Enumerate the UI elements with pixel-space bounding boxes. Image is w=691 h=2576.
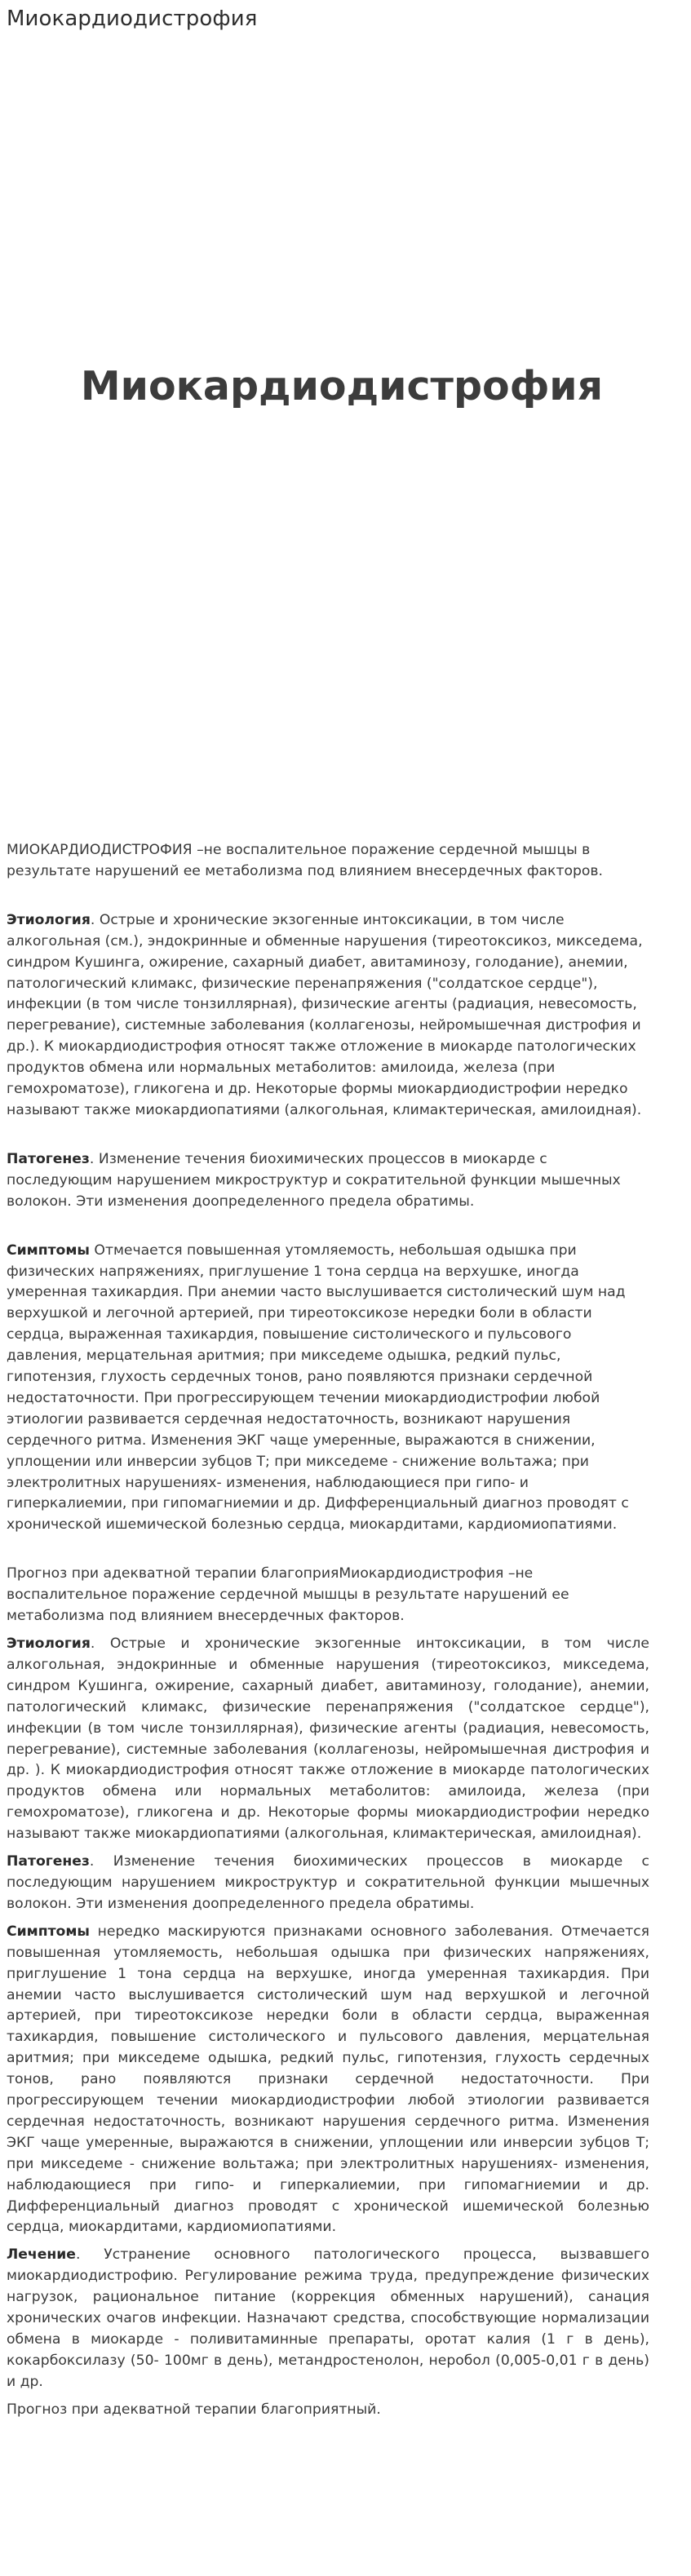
treatment-paragraph [7,2245,649,2392]
etiology-paragraph [7,910,649,1122]
hero-title: Миокардиодистрофия [80,363,604,409]
symptoms2-text: нередко маскируются признаками основного заболевания. Отмечается повышенная утомляемость, небольшая одышка при физических напряжениях, приглушение 1 тона сердца на верхушке, иногда умеренная тахикардия. При анемии часто выслушивается систолический шум над верхушкой и легочной артерией, при тиреотоксикозе нередки боли в области сердца, выраженная тахикардия, повышение систолического и пульсового давления, мерцательная аритмия; при микседеме одышка, редкий пульс, гипотензия, глухость сердечных тонов, рано появляются признаки сердечной недостаточности. При прогрессирующем течении миокардиодистрофии любой этиологии развивается сердечная недостаточность, возникают нарушения сердечного ритма. Изменения ЭКГ чаще умеренные, выражаются в снижении, уплощении или инверсии зубцов Т; при микседеме - снижение вольтажа; при электролитных нарушениях- изменения, наблюдающиеся при гипо- и гиперкалиемии, при гипомагниемии и др. Дифференциальный диагноз проводят с хронической ишемической болезнью сердца, миокардитами, кардиомиопатиями. [7,1923,649,2236]
intro-paragraph: МИОКАРДИОДИСТРОФИЯ –не воспалительное поражение сердечной мышцы в результате нарушений ее метаболизма под влиянием внесердечных факторов. [7,842,603,879]
pathogenesis-paragraph [7,1149,649,1213]
pathogenesis-text: . Изменение течения биохимических процессов в миокарде с последующим нарушением микроструктур и сократительной функции мышечных волокон. Эти изменения доопределенного предела обратимы. [7,1150,621,1210]
pathogenesis2-paragraph [7,1852,649,1915]
symptoms2-label: Симптомы [7,1923,90,1940]
treatment-label: Лечение [7,2246,76,2264]
etiology-label: Этиология [7,911,91,928]
etiology2-label: Этиология [7,1635,91,1652]
treatment-text: . Устранение основного патологического процесса, вызвавшего миокардиодистрофию. Регулирование режима труда, предупреждение физических нагрузок, рациональное питание (коррекция обменных нарушений), санация хронических очагов инфекции. Назначают средства, способствующие нормализации обмена в миокарде - поливитаминные препараты, оротат калия (1 г в день), кокарбоксилазу (50- 100мг в день), метандростенолон, неробол (0,005-0,01 г в день) и др. [7,2246,649,2390]
prognosis-merged-paragraph: Прогноз при адекватной терапии благоприяМиокардиодистрофия –не воспалительное поражение сердечной мышцы в результате нарушений ее метаболизма под влиянием внесердечных факторов. [7,1565,569,1625]
article-body [7,840,649,2421]
symptoms2-paragraph [7,1922,649,2239]
etiology2-text: . Острые и хронические экзогенные интоксикации, в том числе алкогольная, эндокринные и обменные нарушения (тиреотоксикоз, микседема, синдром Кушинга, ожирение, сахарный диабет, авитаминозу, голодание), анемии, патологический климакс, физические перенапряжения ("солдатское сердце"), инфекции (в том числе тонзиллярная), физические агенты (радиация, невесомость, перегревание), системные заболевания (коллагенозы, нейромышечная дистрофия и др. ). К миокардиодистрофия относят также отложение в миокарде патологических продуктов обмена или нормальных метаболитов: амилоида, железа (при гемохроматозе), гликогена и др. Некоторые формы миокардиодистрофии нередко называют также миокардиопатиями (алкогольная, климактерическая, амилоидная). [7,1635,649,1843]
page-header-title: Миокардиодистрофия [7,7,258,31]
etiology-text: . Острые и хронические экзогенные интоксикации, в том числе алкогольная (см.), эндокринные и обменные нарушения (тиреотоксикоз, микседема, синдром Кушинга, ожирение, сахарный диабет, авитаминозу, голодание), анемии, патологический климакс, физические перенапряжения ("солдатское сердце"), инфекции (в том числе тонзиллярная), физические агенты (радиация, невесомость, перегревание), системные заболевания (коллагенозы, нейромышечная дистрофия и др.). К миокардиодистрофия относят также отложение в миокарде патологических продуктов обмена или нормальных метаболитов: амилоида, железа (при гемохроматозе), гликогена и др. Некоторые формы миокардиодистрофии нередко называют также миокардиопатиями (алкогольная, климактерическая, амилоидная). [7,911,643,1118]
pathogenesis-label: Патогенез [7,1150,90,1167]
prognosis-final-paragraph: Прогноз при адекватной терапии благоприятный. [7,2401,381,2418]
symptoms-paragraph [7,1241,649,1537]
pathogenesis2-label: Патогенез [7,1853,90,1870]
symptoms-label: Симптомы [7,1242,90,1259]
symptoms-text: Отмечается повышенная утомляемость, небольшая одышка при физических напряжениях, приглушение 1 тона сердца на верхушке, иногда умеренная тахикардия. При анемии часто выслушивается систолический шум над верхушкой и легочной артерией, при тиреотоксикозе нередки боли в области сердца, выраженная тахикардия, повышение систолического и пульсового давления, мерцательная аритмия; при микседеме одышка, редкий пульс, гипотензия, глухость сердечных тонов, рано появляются признаки сердечной недостаточности. При прогрессирующем течении миокардиодистрофии любой этиологии развивается сердечная недостаточность, возникают нарушения сердечного ритма. Изменения ЭКГ чаще умеренные, выражаются в снижении, уплощении или инверсии зубцов Т; при микседеме - снижение вольтажа; при электролитных нарушениях- изменения, наблюдающиеся при гипо- и гиперкалиемии, при гипомагниемии и др. Дифференциальный диагноз проводят с хронической ишемической болезнью сердца, миокардитами, кардиомиопатиями. [7,1242,629,1534]
pathogenesis2-text: . Изменение течения биохимических процессов в миокарде с последующим нарушением микроструктур и сократительной функции мышечных волокон. Эти изменения доопределенного предела обратимы. [7,1853,649,1912]
etiology2-paragraph [7,1634,649,1845]
